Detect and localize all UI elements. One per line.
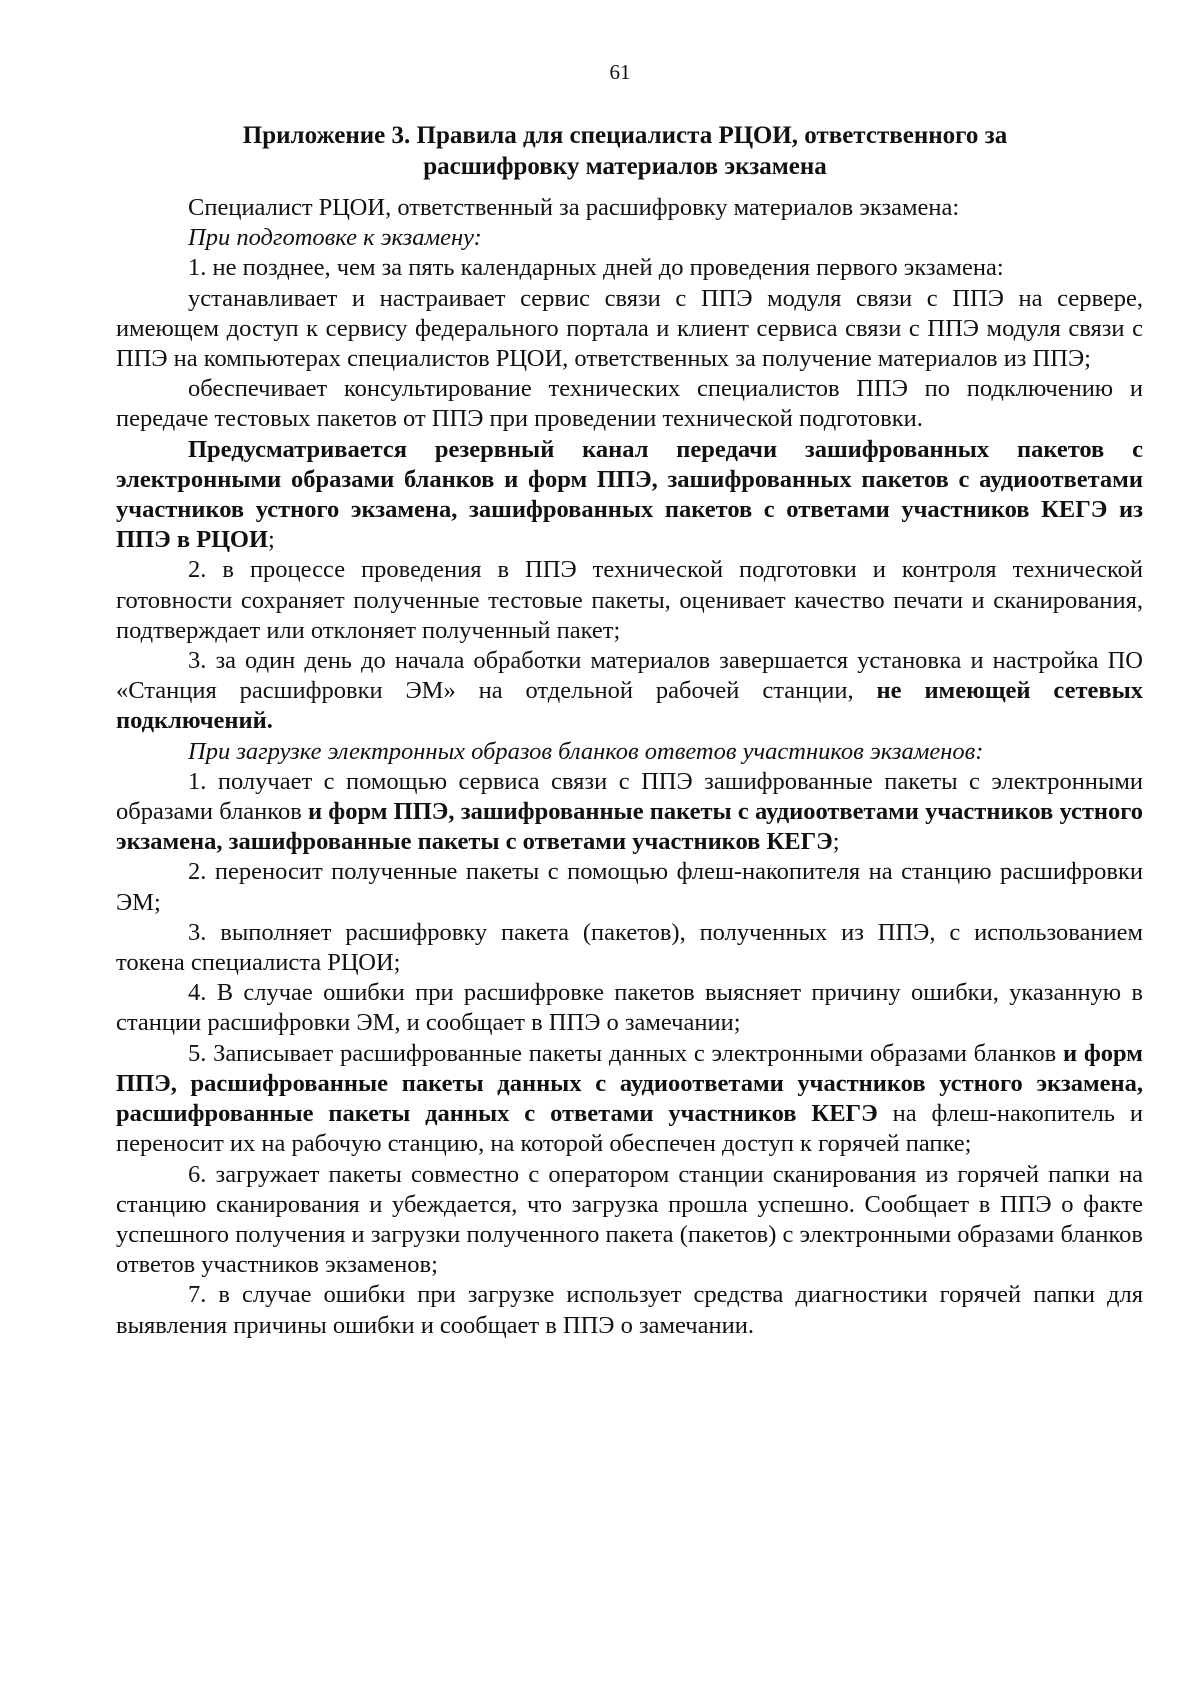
- loading-item-3: 3. выполняет расшифровку пакета (пакетов), полученных из ППЭ, с использованием токена специалиста РЦОИ;: [116, 918, 1143, 977]
- page-number: 61: [609, 60, 631, 84]
- loading-item-2: 2. переносит полученные пакеты с помощью флеш-накопителя на станцию расшифровки ЭМ;: [116, 858, 1143, 916]
- appendix-title-line-1: Приложение 3. Правила для специалиста РЦОИ, ответственного за: [242, 122, 1008, 149]
- reserve-channel-bold-text: Предусматривается резервный канал передачи зашифрованных пакетов с электронными образами бланков и форм ППЭ, зашифрованных пакетов с аудиоответами участников устного экзамена, зашифрованных пакетов с ответами участников КЕГЭ из ППЭ в РЦОИ: [116, 435, 1143, 554]
- preparation-item-1-consulting: обеспечивает консультирование технических специалистов ППЭ по подключению и передаче тестовых пакетов от ППЭ при проведении технической подготовки.: [116, 375, 1143, 433]
- loading-item-1-text: 1. получает с помощью сервиса связи с ППЭ зашифрованные пакеты с электронными образами бланков: [116, 767, 1143, 826]
- preparation-item-3-text: 3. за один день до начала обработки материалов завершается установка и настройка ПО «Станция расшифровки ЭМ» на отдельной рабочей станции,: [116, 647, 1143, 705]
- loading-item-5-end: на флеш-накопитель и переносит их на рабочую станцию, на которой обеспечен доступ к горячей папке;: [116, 1100, 1143, 1158]
- loading-item-5: [116, 1039, 1143, 1160]
- appendix-title-line-2: расшифровку материалов экзамена: [423, 153, 827, 180]
- preparation-item-2: 2. в процессе проведения в ППЭ технической подготовки и контроля технической готовности сохраняет полученные тестовые пакеты, оценивает качество печати и сканирования, подтверждает или отклоняет полученный пакет;: [116, 556, 1143, 644]
- loading-item-5-bold: и форм ППЭ, расшифрованные пакеты данных с аудиоответами участников устного экзамена, расшифрованные пакеты данных с ответами участников КЕГЭ: [116, 1039, 1143, 1128]
- loading-item-7: 7. в случае ошибки при загрузке использует средства диагностики горячей папки для выявления причины ошибки и сообщает в ППЭ о замечании.: [116, 1281, 1143, 1339]
- reserve-channel-end: ;: [268, 526, 275, 554]
- preparation-item-1-setup: устанавливает и настраивает сервис связи с ППЭ модуля связи с ППЭ на сервере, имеющем доступ к сервису федерального портала и клиент сервиса связи с ППЭ модуля связи с ППЭ на компьютерах специалистов РЦОИ, ответственных за получение материалов из ППЭ;: [116, 284, 1143, 373]
- loading-item-4: 4. В случае ошибки при расшифровке пакетов выясняет причину ошибки, указанную в станции расшифровки ЭМ, и сообщает в ППЭ о замечании;: [116, 979, 1143, 1037]
- reserve-channel-paragraph: [116, 435, 1143, 556]
- preparation-heading: При подготовке к экзамену:: [188, 224, 482, 252]
- preparation-item-1: 1. не позднее, чем за пять календарных дней до проведения первого экзамена:: [188, 254, 1004, 282]
- intro-paragraph: Специалист РЦОИ, ответственный за расшифровку материалов экзамена:: [188, 194, 960, 221]
- appendix-title: [160, 120, 1090, 182]
- loading-item-6: 6. загружает пакеты совместно с оператором станции сканирования из горячей папки на станцию сканирования и убеждается, что загрузка прошла успешно. Сообщает в ППЭ о факте успешного получения и загрузки полученного пакета (пакетов) с электронными образами бланков ответов участников экзаменов;: [116, 1160, 1143, 1279]
- loading-item-1-end: ;: [832, 828, 840, 856]
- preparation-item-3-bold: не имеющей сетевых подключений.: [116, 677, 1143, 735]
- loading-heading: При загрузке электронных образов бланков ответов участников экзаменов:: [188, 737, 984, 765]
- loading-item-1-bold: и форм ППЭ, зашифрованные пакеты с аудиоответами участников устного экзамена, зашифрованные пакеты с ответами участников КЕГЭ: [116, 798, 1143, 856]
- document-body: [116, 193, 1143, 1341]
- loading-item-5-text: 5. Записывает расшифрованные пакеты данных с электронными образами бланков: [188, 1039, 1063, 1067]
- preparation-item-3: [116, 646, 1143, 737]
- loading-item-1: [116, 767, 1143, 858]
